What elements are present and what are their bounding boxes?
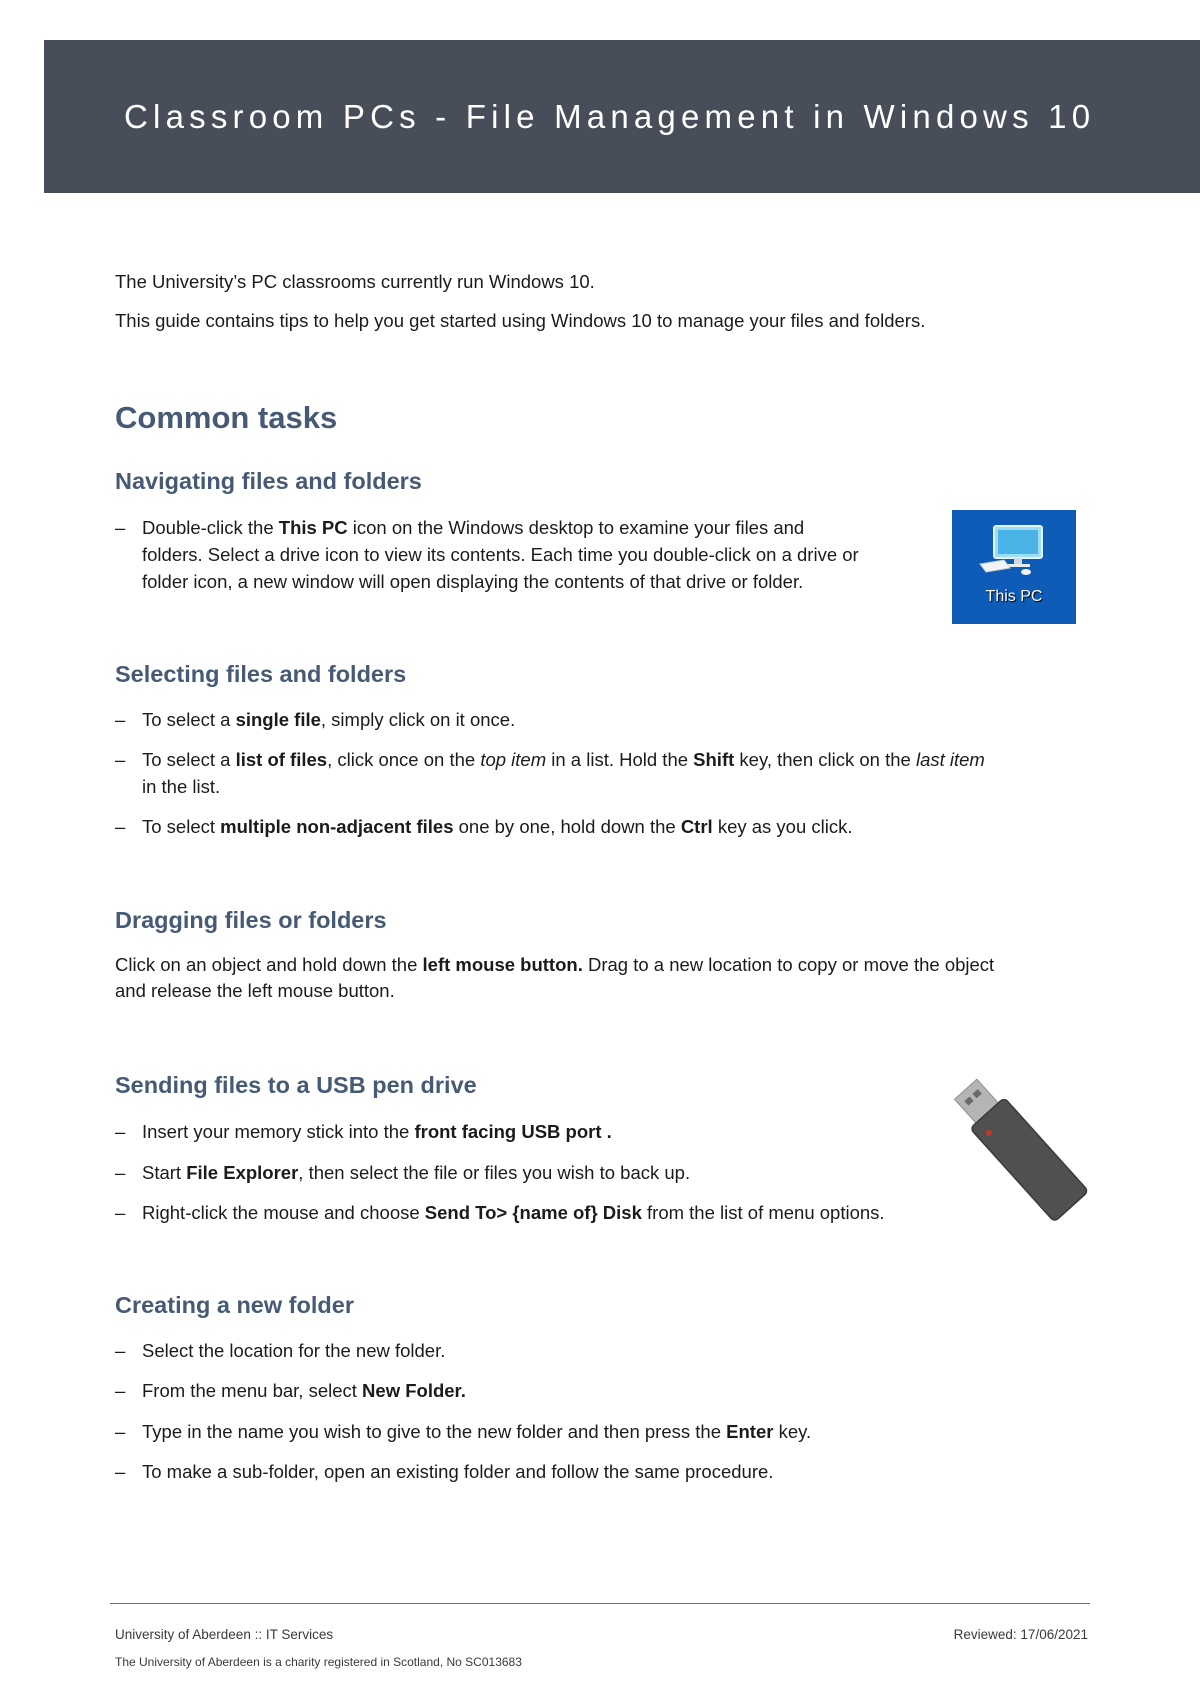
- footer-divider: [110, 1603, 1090, 1604]
- bullet-dash: –: [115, 1340, 126, 1361]
- bullet-dash: –: [115, 1461, 126, 1482]
- selecting-item-1: – To select a single file, simply click on it once.: [115, 706, 1095, 733]
- creating-item-1: – Select the location for the new folder.: [115, 1337, 1095, 1364]
- usb-pen-drive-icon: [950, 1068, 1090, 1228]
- dragging-text: Click on an object and hold down the left mouse button. Drag to a new location to copy or move the object and release the left mouse button.: [115, 954, 995, 1001]
- footer-reviewed: Reviewed: 17/06/2021: [953, 1627, 1088, 1642]
- intro-line-1: The University’s PC classrooms currently run Windows 10.: [115, 271, 595, 292]
- bullet-dash: –: [115, 1162, 126, 1183]
- navigating-line-3: folder icon, a new window will open displaying the contents of that drive or folder.: [142, 571, 804, 592]
- creating-item-2: – From the menu bar, select New Folder.: [115, 1377, 1095, 1404]
- dragging-heading: Dragging files or folders: [115, 907, 387, 933]
- creating-heading: Creating a new folder: [115, 1292, 354, 1318]
- bullet-dash: –: [115, 709, 126, 730]
- header-banner: [44, 40, 1200, 193]
- navigating-item: [115, 514, 945, 595]
- footer-org: University of Aberdeen :: IT Services: [115, 1627, 334, 1642]
- bullet-dash: –: [115, 1380, 126, 1401]
- creating-item-3: – Type in the name you wish to give to the new folder and then press the Enter key.: [115, 1418, 1095, 1445]
- footer-charity: The University of Aberdeen is a charity registered in Scotland, No SC013683: [115, 1655, 522, 1669]
- usb-item-1: – Insert your memory stick into the front facing USB port .: [115, 1118, 935, 1145]
- selecting-item-2: – To select a list of files, click once on the top item in a list. Hold the Shift key, then click on the last item in the list.: [115, 746, 1095, 800]
- this-pc-icon: [952, 510, 1076, 624]
- bullet-dash: –: [115, 1121, 126, 1142]
- document-title: Classroom PCs - File Management in Windows 10: [124, 98, 1096, 135]
- selecting-item-3: – To select multiple non-adjacent files one by one, hold down the Ctrl key as you click.: [115, 813, 1095, 840]
- bullet-dash: –: [115, 1421, 126, 1442]
- section-heading: Common tasks: [115, 400, 338, 435]
- bullet-dash: –: [115, 1202, 126, 1223]
- selecting-heading: Selecting files and folders: [115, 661, 407, 687]
- computer-icon: [952, 510, 1076, 590]
- usb-item-3: – Right-click the mouse and choose Send To> {name of} Disk from the list of menu options.: [115, 1199, 1015, 1226]
- intro-line-2: This guide contains tips to help you get started using Windows 10 to manage your files and folders.: [115, 310, 926, 331]
- navigating-line-1: Double-click the This PC icon on the Windows desktop to examine your files and: [142, 517, 805, 538]
- bullet-dash: –: [115, 517, 126, 538]
- navigating-line-2: folders. Select a drive icon to view its contents. Each time you double-click on a drive or: [142, 544, 859, 565]
- usb-heading: Sending files to a USB pen drive: [115, 1072, 477, 1098]
- bullet-dash: –: [115, 816, 126, 837]
- usb-item-2: – Start File Explorer, then select the file or files you wish to back up.: [115, 1159, 935, 1186]
- bullet-dash: –: [115, 749, 126, 770]
- navigating-heading: Navigating files and folders: [115, 468, 422, 494]
- creating-item-4: – To make a sub-folder, open an existing folder and follow the same procedure.: [115, 1458, 1095, 1485]
- this-pc-label: This PC: [985, 588, 1043, 605]
